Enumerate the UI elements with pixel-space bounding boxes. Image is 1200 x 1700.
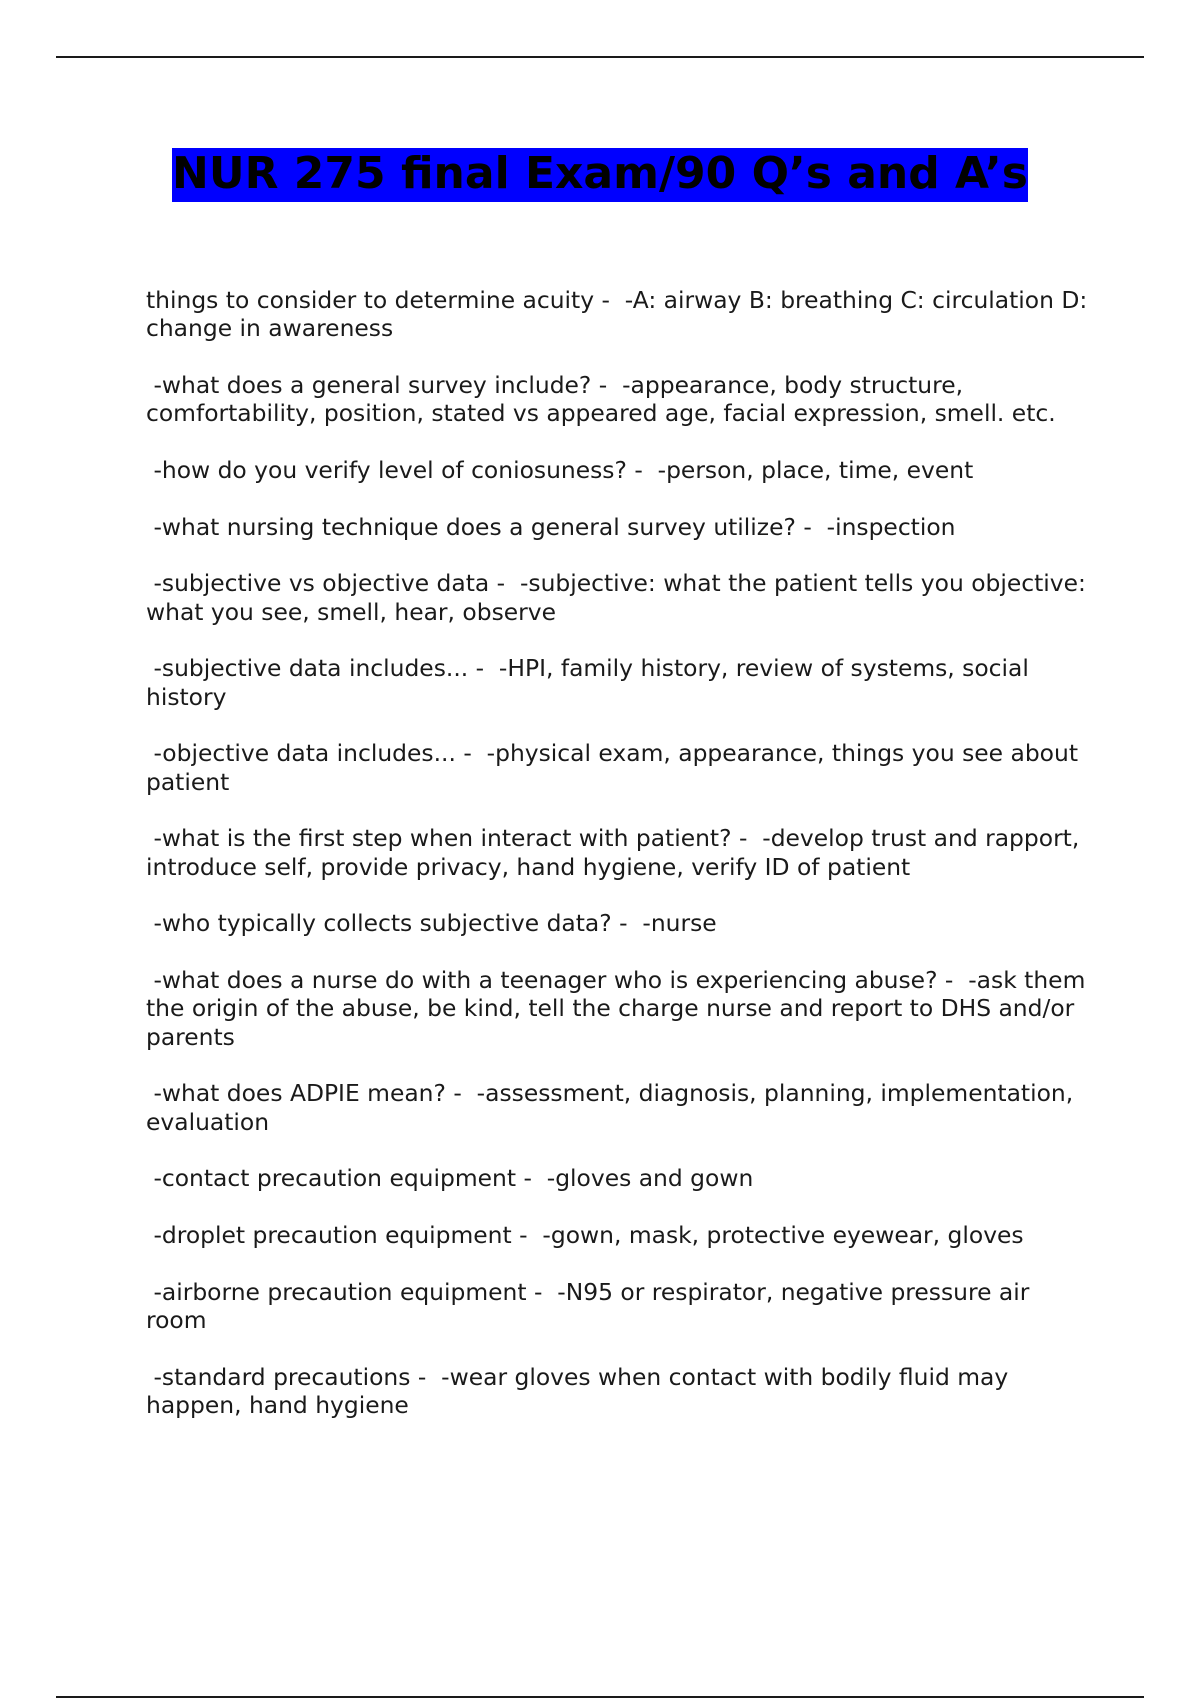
qa-item: -what does a nurse do with a teenager who is experiencing abuse? - -ask them the origin of the abuse, be kind, tell the charge nurse and report to DHS and/or parents <box>146 965 1093 1051</box>
qa-item: -what nursing technique does a general survey utilize? - -inspection <box>146 512 956 541</box>
qa-item: -subjective data includes... - -HPI, family history, review of systems, social history <box>146 654 1037 711</box>
qa-item: -contact precaution equipment - -gloves and gown <box>146 1164 754 1193</box>
qa-item: -what does a general survey include? - -appearance, body structure, comfortability, position, stated vs appeared age, facial expression, smell. etc. <box>146 370 1056 428</box>
bottom-rule <box>56 1696 1144 1698</box>
qa-item: -subjective vs objective data - -subjective: what the patient tells you objective: what you see, smell, hear, observe <box>146 569 1094 626</box>
top-rule <box>56 56 1144 58</box>
qa-item: -droplet precaution equipment - -gown, mask, protective eyewear, gloves <box>146 1220 1024 1249</box>
qa-list <box>146 286 1096 1448</box>
qa-item: -who typically collects subjective data? - -nurse <box>146 909 717 938</box>
qa-item: -standard precautions - -wear gloves when contact with bodily fluid may happen, hand hygiene <box>146 1362 1016 1419</box>
title-area <box>0 145 1200 202</box>
qa-item: -what is the first step when interact with patient? - -develop trust and rapport, introduce self, provide privacy, hand hygiene, verify ID of patient <box>146 824 1087 881</box>
qa-item: -how do you verify level of coniosuness? - -person, place, time, event <box>146 455 974 484</box>
qa-item: -airborne precaution equipment - -N95 or respirator, negative pressure air room <box>146 1277 1037 1334</box>
document-title: NUR 275 final Exam/90 Q’s and A’s <box>172 148 1028 202</box>
title-block <box>172 145 1028 202</box>
qa-item: -objective data includes... - -physical exam, appearance, things you see about patient <box>146 739 1086 796</box>
qa-item: things to consider to determine acuity - -A: airway B: breathing C: circulation D: change in awareness <box>146 286 1095 343</box>
qa-item: -what does ADPIE mean? - -assessment, diagnosis, planning, implementation, evaluation <box>146 1079 1081 1136</box>
